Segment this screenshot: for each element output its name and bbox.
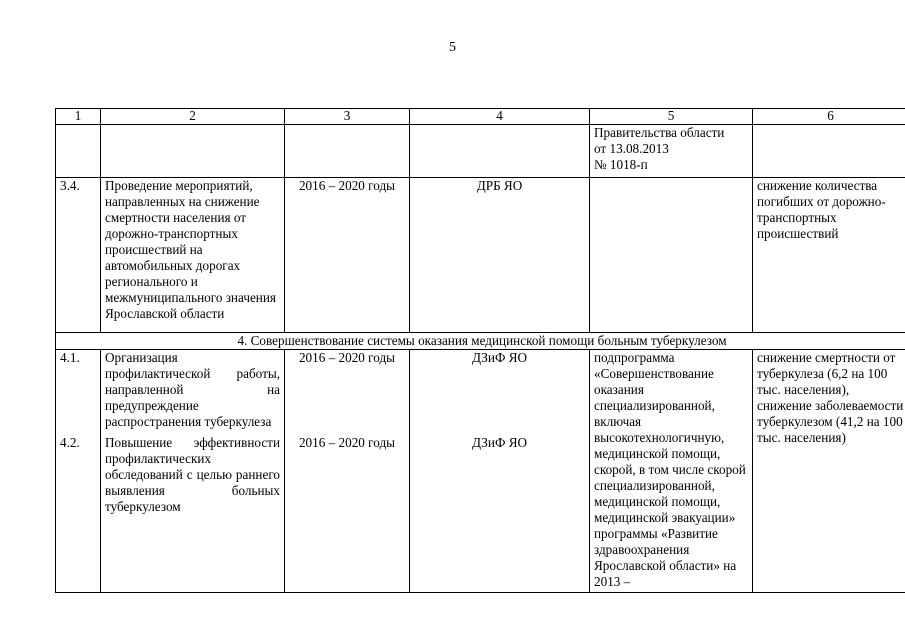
row-number: 4.1. [56, 350, 101, 435]
result-text: снижение количества погибших от дорожно-транспортных происшествий [753, 178, 905, 333]
table-cell [56, 125, 101, 178]
header-cell: 5 [590, 109, 753, 125]
period-text: 2016 – 2020 годы [285, 178, 410, 333]
period-text: 2016 – 2020 годы [285, 435, 410, 593]
table-cell [410, 125, 590, 178]
executor-text: ДЗиФ ЯО [410, 435, 590, 593]
header-cell: 4 [410, 109, 590, 125]
section-heading: 4. Совершенствование системы оказания медицинской помощи больным туберкулезом [56, 333, 905, 350]
measure-text: Повышение эффективности профилактических обследований с целью раннего выявления больных туберкулезом [101, 435, 285, 593]
measure-text: Организация профилактической работы, направленной на предупреждение распространения туберкулеза [101, 350, 285, 435]
table-cell [101, 125, 285, 178]
measures-table [55, 108, 905, 593]
executor-text: ДРБ ЯО [410, 178, 590, 333]
measure-text: Проведение мероприятий, направленных на снижение смертности населения от дорожно-транспортных происшествий на автомобильных дорогах регионального и межмуниципального значения Ярославской области [101, 178, 285, 333]
decree-reference: Правительства области от 13.08.2013 № 1018-п [590, 125, 753, 178]
table-cell [285, 125, 410, 178]
table-cell [753, 125, 905, 178]
table-row-3-4 [56, 178, 905, 333]
table-row-continuation [56, 125, 905, 178]
period-text: 2016 – 2020 годы [285, 350, 410, 435]
row-number: 3.4. [56, 178, 101, 333]
result-text: снижение смертности от туберкулеза (6,2 на 100 тыс. населения), снижение заболеваемости туберкулезом (41,2 на 100 тыс. населения) [753, 350, 905, 593]
executor-text: ДЗиФ ЯО [410, 350, 590, 435]
source-text [590, 178, 753, 333]
header-cell: 1 [56, 109, 101, 125]
table-header-row [56, 109, 905, 125]
page-number: 5 [449, 40, 456, 55]
header-cell: 3 [285, 109, 410, 125]
row-number: 4.2. [56, 435, 101, 593]
section-heading-row [56, 333, 905, 350]
header-cell: 2 [101, 109, 285, 125]
table-row-4-1 [56, 350, 905, 435]
source-text: подпрограмма «Совершенствование оказания специализированной, включая высокотехнологичную, медицинской помощи, скорой, в том числе скорой специализированной, медицинской помощи, медицинской эвакуации» программы «Развитие здравоохранения Ярославской области» на 2013 – [590, 350, 753, 593]
header-cell: 6 [753, 109, 905, 125]
